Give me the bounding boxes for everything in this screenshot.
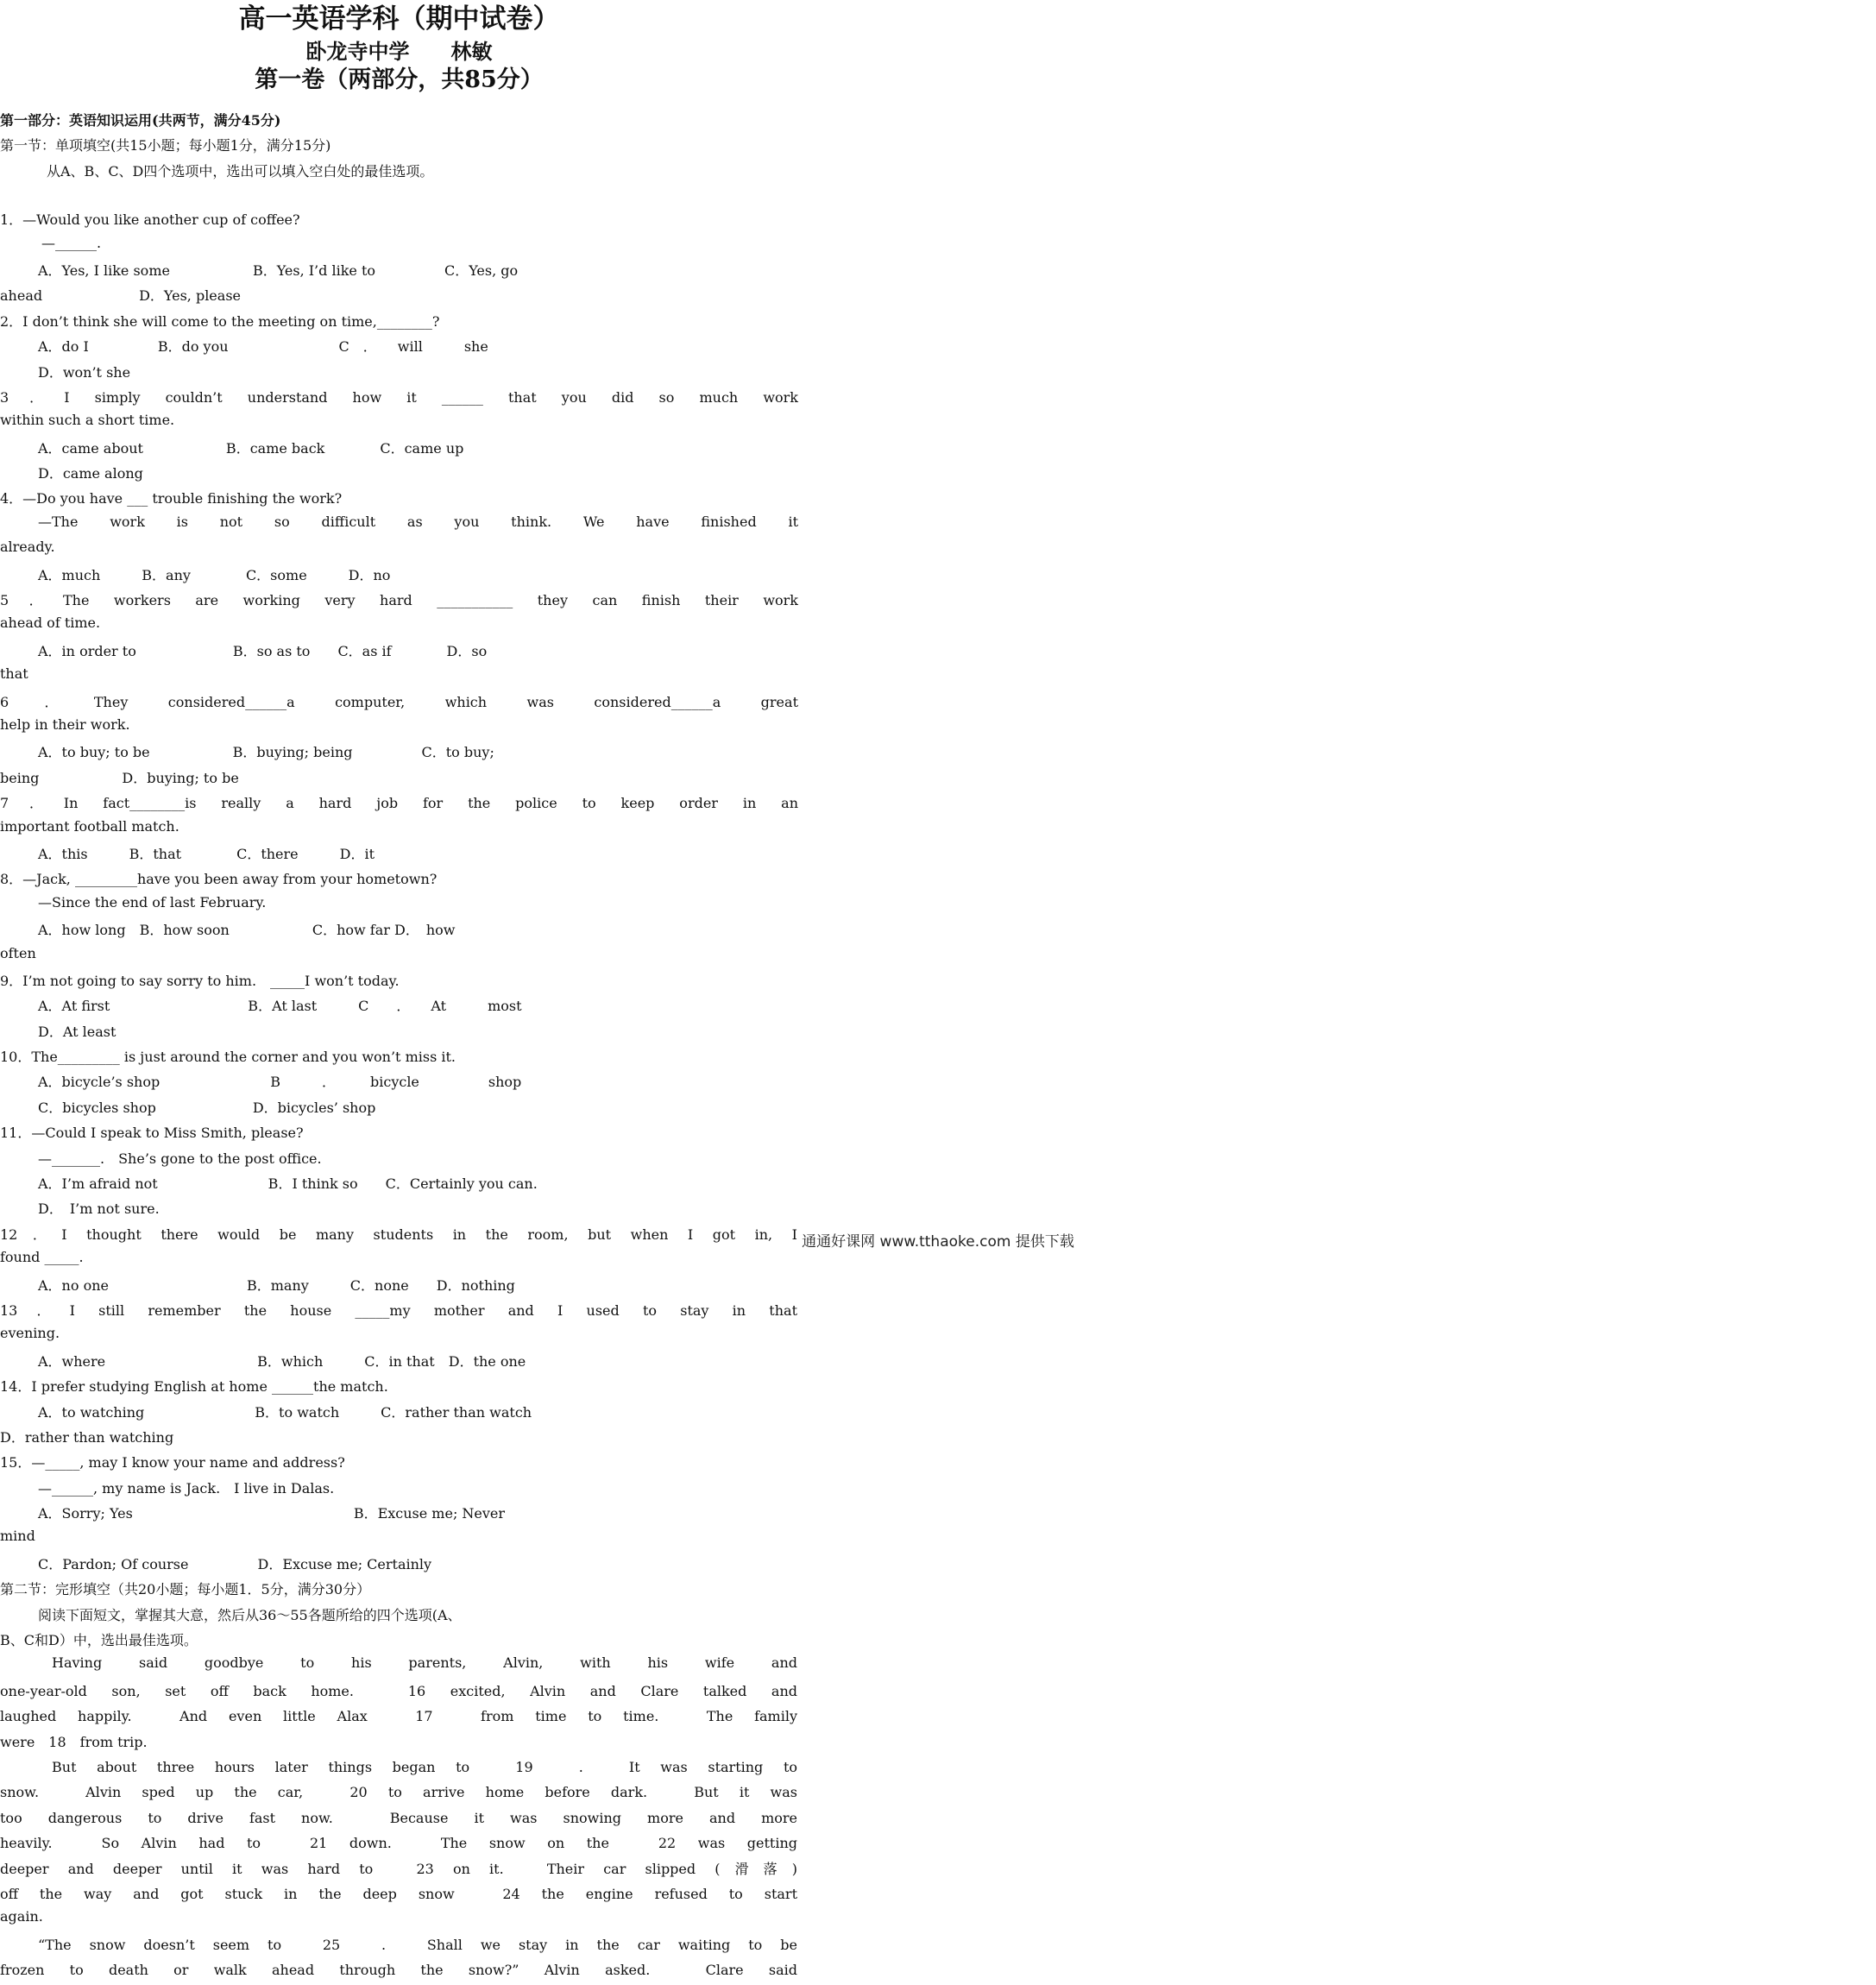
question-line: —______.	[41, 234, 102, 251]
question-line: 1．—Would you like another cup of coffee?	[0, 211, 300, 229]
question-line: A．Sorry; Yes B．Excuse me; Never	[38, 1505, 506, 1522]
question-line: A．bicycle’s shop B ． bicycle shop	[38, 1074, 522, 1091]
question-line: A．I’m afraid not B．I think so C．Certainly you can.	[38, 1175, 538, 1193]
question-line: already.	[0, 539, 55, 556]
passage-line: laughed happily. And even little Alax 17 from time to time. The family	[0, 1708, 798, 1725]
question-line: 3．I simply couldn’t understand how it ______ that you did so much work	[0, 388, 799, 406]
question-line: A．do I B．do you C ． will she	[38, 338, 488, 356]
passage-line: heavily. So Alvin had to 21 down. The snow on the 22 was getting	[0, 1835, 797, 1852]
question-line: D． I’m not sure.	[38, 1200, 160, 1218]
section2-instruction: 阅读下面短文，掌握其大意，然后从36～55各题所给的四个选项(A、	[38, 1606, 462, 1623]
question-line: 14．I prefer studying English at home ______the match.	[0, 1378, 388, 1396]
download-footer: 通通好课网 www.tthaoke.com 提供下载	[802, 1233, 1074, 1251]
question-line: 10．The_________ is just around the corner and you won’t miss it.	[0, 1049, 456, 1066]
question-line: being D．buying; to be	[0, 769, 239, 786]
question-line: 11．—Could I speak to Miss Smith, please?	[0, 1125, 304, 1142]
question-line: 13．I still remember the house _____my mother and I used to stay in that	[0, 1301, 797, 1319]
question-line: A．how long B．how soon C．how far D． how	[38, 922, 456, 939]
passage-line: too dangerous to drive fast now. Because it was snowing more and more	[0, 1809, 797, 1826]
question-line: —Since the end of last February.	[38, 893, 267, 911]
question-line: within such a short time.	[0, 412, 175, 429]
question-line: A．no one B．many C．none D．nothing	[38, 1276, 515, 1294]
question-line: 4．—Do you have ___ trouble finishing the work?	[0, 490, 343, 507]
question-line: D．won’t she	[38, 363, 131, 381]
question-line: 5．The workers are working very hard ___________ they can finish their work	[0, 592, 798, 609]
question-line: 2．I don’t think she will come to the meeting on time,________?	[0, 312, 440, 330]
passage-line: But about three hours later things began to 19 . It was starting to	[52, 1759, 797, 1775]
left-column	[0, 0, 798, 995]
question-line: important football match.	[0, 817, 179, 835]
passage-line: frozen to death or walk ahead through the snow?” Alvin asked. Clare said	[0, 1962, 797, 1979]
question-line: A．Yes, I like some B．Yes, I’d like to C．Yes, go	[38, 262, 519, 279]
question-line: D．came along	[38, 465, 143, 482]
passage-line: were 18 from trip.	[0, 1733, 148, 1750]
passage-line: snow. Alvin sped up the car, 20 to arrive home before dark. But it was	[0, 1784, 797, 1801]
question-line: 8．—Jack, _________have you been away from your hometown?	[0, 871, 438, 888]
question-line: 15．—_____, may I know your name and address?	[0, 1454, 345, 1471]
question-line: A．to buy; to be B．buying; being C．to buy;	[38, 744, 494, 761]
question-line: evening.	[0, 1325, 60, 1342]
right-column	[0, 995, 797, 1984]
school-author: 卧龙寺中学 林敏	[305, 39, 493, 64]
question-line: mind	[0, 1528, 35, 1545]
passage-line: one-year-old son, set off back home. 16 excited, Alvin and Clare talked and	[0, 1682, 797, 1699]
question-line: C．bicycles shop D．bicycles’ shop	[38, 1099, 376, 1116]
question-line: A．where B．which C．in that D．the one	[38, 1352, 526, 1370]
question-line: found _____.	[0, 1249, 84, 1266]
passage-line: “The snow doesn’t seem to 25 . Shall we stay in the car waiting to be	[38, 1936, 797, 1953]
question-line: 12．I thought there would be many students in the room, but when I got in, I	[0, 1226, 797, 1243]
exam-title: 高一英语学科（期中试卷）	[238, 3, 560, 35]
section2-instruction: B、C和D）中，选出最佳选项。	[0, 1632, 198, 1649]
passage-line: off the way and got stuck in the deep snow 24 the engine refused to start	[0, 1885, 797, 1902]
question-line: often	[0, 944, 36, 961]
question-line: A．came about B．came back C．came up	[38, 439, 464, 457]
question-line: ahead of time.	[0, 614, 101, 632]
question-line: C．Pardon; Of course D．Excuse me; Certainly	[38, 1555, 432, 1572]
section1-title: 第一节：单项填空(共15小题；每小题1分，满分15分)	[0, 137, 331, 154]
passage-line: deeper and deeper until it was hard to 23 on it. Their car slipped (滑落)	[0, 1860, 797, 1877]
question-line: ahead D．Yes, please	[0, 287, 241, 305]
question-line: —_______. She’s gone to the post office.	[38, 1150, 322, 1167]
part1-heading: 第一部分：英语知识运用(共两节，满分45分)	[0, 112, 281, 129]
question-line: —The work is not so difficult as you think. We have finished it	[38, 513, 798, 530]
question-line: A．in order to B．so as to C．as if D．so	[38, 642, 488, 659]
question-line: that	[0, 665, 28, 683]
question-line: A．much B．any C．some D．no	[38, 566, 391, 583]
question-line: 6．They considered______a computer, which was considered______a great	[0, 693, 798, 710]
question-line: help in their work.	[0, 715, 130, 733]
question-line: 9．I’m not going to say sorry to him. _____I won’t today.	[0, 972, 400, 989]
passage-line: Having said goodbye to his parents, Alvin, with his wife and	[52, 1654, 797, 1672]
question-line: D．rather than watching	[0, 1428, 174, 1446]
question-line: D．At least	[38, 1023, 116, 1040]
section1-instruction: 从A、B、C、D四个选项中，选出可以填入空白处的最佳选项。	[47, 162, 434, 180]
volume-heading: 第一卷（两部分，共85分）	[255, 66, 544, 93]
question-line: —______, my name is Jack. I live in Dalas.	[38, 1479, 335, 1497]
section2-title: 第二节：完形填空（共20小题；每小题1．5分，满分30分）	[0, 1581, 371, 1598]
question-line: 7．In fact________is really a hard job for the police to keep order in an	[0, 795, 798, 812]
question-line: A．At first B．At last C ． At most	[38, 998, 522, 1015]
question-line: A．this B．that C．there D．it	[38, 845, 375, 862]
question-line: A．to watching B．to watch C．rather than watch	[38, 1403, 532, 1421]
passage-line: again.	[0, 1908, 43, 1925]
